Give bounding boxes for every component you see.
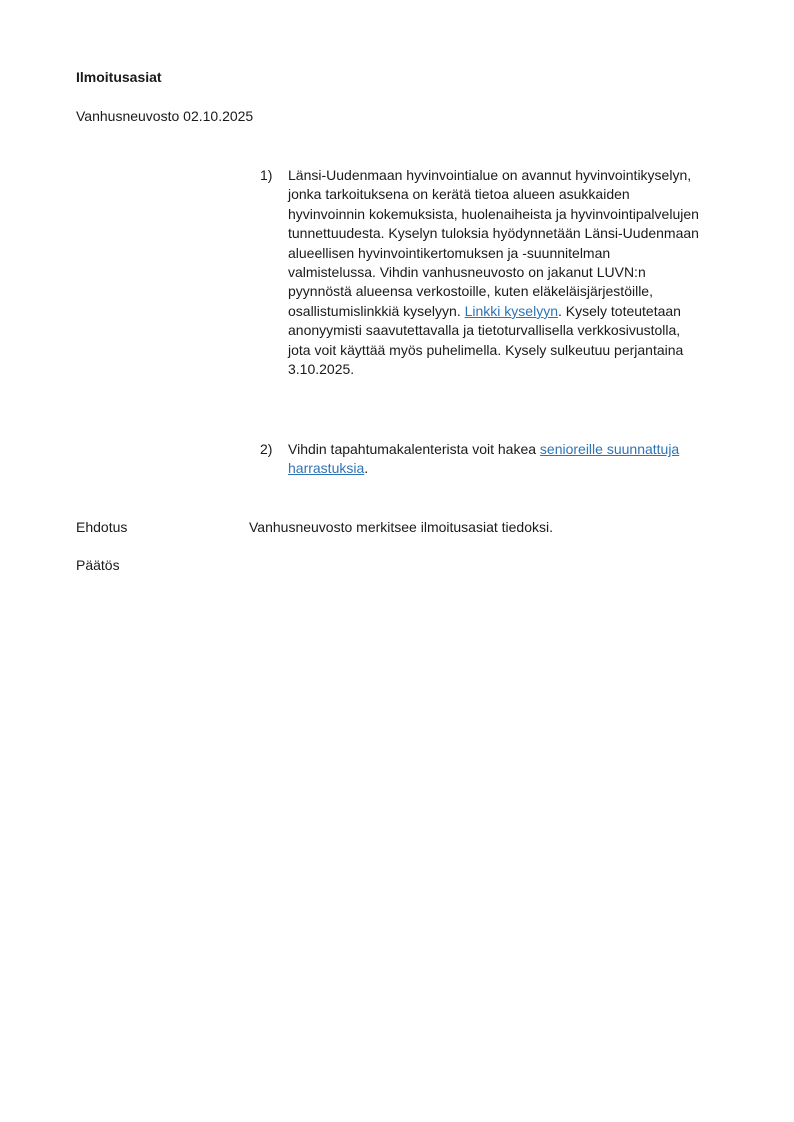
list-item-text-before: Länsi-Uudenmaan hyvinvointialue on avannut hyvinvointikyselyn, jonka tarkoituksena on kerätä tietoa alueen asukkaiden hyvinvoinnin kokemuksista, huolenaiheista ja hyvinvointipalvelujen tunnettuudesta. Kyselyn tuloksia hyödynnetään Länsi-Uudenmaan alueellisen hyvinvointikertomuksen ja -suunnitelman valmistelussa. Vihdin vanhusneuvosto on jakanut LUVN:n pyynnöstä alueensa verkostoille, kuten eläkeläisjärjestöille, osallistumislinkkiä kyselyyn. <box>288 167 699 319</box>
proposal-label: Ehdotus <box>76 519 128 535</box>
decision-label: Päätös <box>76 557 120 573</box>
list-item <box>260 166 700 379</box>
survey-link[interactable]: Linkki kyselyyn <box>464 302 558 319</box>
senior-hobbies-link[interactable]: senioreille suunnattuja harrastuksia <box>288 441 680 477</box>
page-title: Ilmoitusasiat <box>76 69 162 85</box>
proposal-text: Vanhusneuvosto merkitsee ilmoitusasiat tiedoksi. <box>249 519 554 535</box>
list-item <box>260 440 700 479</box>
list-item-text <box>288 166 700 379</box>
list-item-number: 2) <box>260 441 273 457</box>
list-item-number: 1) <box>260 167 273 183</box>
list-item-text <box>288 440 700 479</box>
list-item-text-before: Vihdin tapahtumakalenterista voit hakea <box>288 441 540 457</box>
list-item-text-after: . <box>364 460 369 477</box>
list-item-text-after: . Kysely toteutetaan anonyymisti saavutettavalla ja tietoturvallisella verkkosivustolla, jota voit käyttää myös puhelimella. Kysely sulkeutuu perjantaina 3.10.2025. <box>288 302 684 378</box>
meeting-info: Vanhusneuvosto 02.10.2025 <box>76 108 254 124</box>
